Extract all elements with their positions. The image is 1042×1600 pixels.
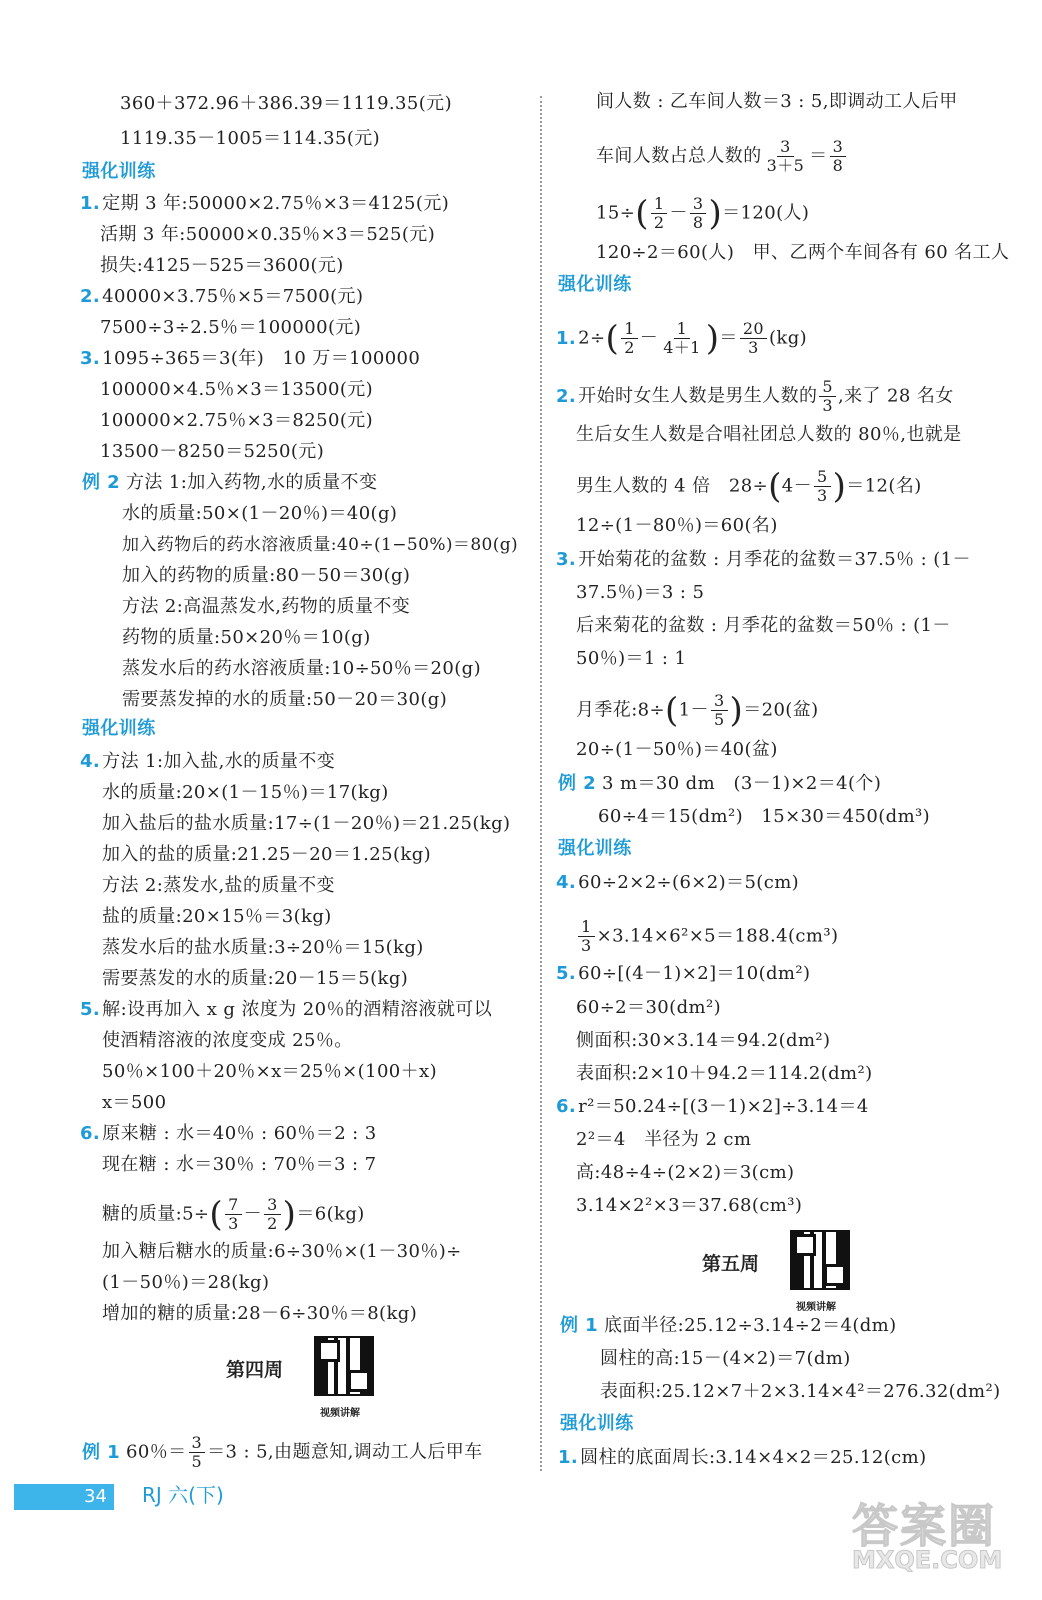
answer-line: (1－50％)＝28(kg)	[102, 1272, 270, 1293]
answer-text: (kg)	[769, 327, 808, 349]
section-heading: 强化训练	[558, 274, 632, 295]
example-2	[558, 772, 881, 796]
answer-line: 60÷4＝15(dm²) 15×30＝450(dm³)	[598, 806, 931, 827]
problem-number: 1.	[80, 193, 101, 214]
section-heading: 强化训练	[82, 718, 156, 739]
answer-line: 间人数 : 乙车间人数＝3 : 5,即调动工人后甲	[596, 91, 958, 112]
watermark	[852, 1490, 1022, 1580]
left-paren: (	[635, 193, 649, 234]
problem-5	[556, 962, 810, 986]
answer-line: 表面积:2×10＋94.2＝114.2(dm²)	[576, 1063, 873, 1084]
answer-line: 现在糖 : 水＝30％ : 70％＝3 : 7	[102, 1154, 377, 1175]
denominator: 4＋1	[663, 338, 701, 357]
problem-number: 5.	[556, 963, 577, 984]
operator: ＝	[809, 145, 828, 167]
problem-number: 5.	[80, 999, 101, 1020]
fraction	[711, 692, 728, 729]
operator: －	[243, 1203, 263, 1225]
answer-text: 男生人数的 4 倍 28÷	[576, 475, 769, 497]
answer-line: 13500－8250＝5250(元)	[100, 441, 325, 462]
problem-3	[556, 548, 971, 572]
qr-caption: 视频讲解	[320, 1408, 360, 1419]
denominator: 8	[832, 156, 844, 175]
fraction-line	[576, 468, 922, 505]
answer-text: 3 m＝30 dm (3－1)×2＝4(个)	[602, 773, 882, 794]
answer-line: 损失:4125－525＝3600(元)	[100, 255, 344, 276]
answer-text: ＝6(kg)	[296, 1203, 365, 1225]
week-heading: 第五周	[702, 1253, 760, 1275]
problem-3	[80, 347, 420, 371]
fraction	[690, 195, 707, 232]
calc-line: 360＋372.96＋386.39＝1119.35(元)	[120, 93, 453, 114]
numerator: 7	[225, 1196, 242, 1215]
answer-text: 底面半径:25.12÷3.14÷2＝4(dm)	[604, 1315, 897, 1336]
answer-text: ＝3 : 5,由题意知,调动工人后甲车	[207, 1441, 483, 1463]
answer-line: 需要蒸发掉的水的质量:50－20＝30(g)	[122, 689, 448, 710]
fraction	[225, 1196, 242, 1233]
answer-line: 水的质量:20×(1－15％)＝17(kg)	[102, 782, 389, 803]
watermark-logo: 答案圈	[852, 1499, 996, 1553]
denominator: 3	[817, 486, 828, 505]
problem-6	[80, 1122, 377, 1146]
answer-line: 盐的质量:20×15％＝3(kg)	[102, 906, 332, 927]
operator: －	[669, 202, 688, 224]
problem-1	[558, 1446, 927, 1470]
left-paren: (	[768, 466, 782, 507]
answer-line: 蒸发水后的盐水质量:3÷20％＝15(kg)	[102, 937, 424, 958]
answer-line: 药物的质量:50×20％＝10(g)	[122, 627, 371, 648]
answer-text: 车间人数占总人数的	[596, 145, 762, 167]
fraction-line	[596, 138, 848, 175]
example-label: 例 1	[82, 1441, 120, 1463]
watermark-url: MXQE.COM	[852, 1546, 1003, 1574]
denominator: 5	[191, 1452, 203, 1471]
numerator: 20	[740, 320, 767, 339]
problem-number: 3.	[556, 549, 577, 570]
fraction	[189, 1434, 206, 1471]
answer-line: 加入盐后的盐水质量:17÷(1－20％)＝21.25(kg)	[102, 813, 511, 834]
qr-code[interactable]	[790, 1230, 850, 1290]
answer-line: 120÷2＝60(人) 甲、乙两个车间各有 60 名工人	[596, 242, 1010, 263]
problem-number: 1.	[558, 1447, 579, 1468]
fraction-line	[576, 692, 819, 729]
right-paren: )	[729, 690, 744, 731]
answer-line: 增加的糖的质量:28－6÷30％＝8(kg)	[102, 1303, 418, 1324]
answer-text: r²＝50.24÷[(3－1)×2]÷3.14＝4	[578, 1096, 869, 1117]
fraction	[764, 138, 808, 175]
problem-number: 3.	[80, 348, 101, 369]
left-paren: (	[209, 1194, 224, 1235]
denominator: 3	[581, 936, 592, 955]
qr-caption: 视频讲解	[796, 1302, 836, 1313]
operator: ＝	[719, 327, 738, 349]
page-number: 34	[84, 1486, 107, 1507]
problem-4	[80, 750, 335, 774]
denominator: 3	[228, 1214, 239, 1233]
week-heading: 第四周	[226, 1359, 284, 1381]
answer-line: 方法 2:蒸发水,盐的质量不变	[102, 875, 335, 896]
example-label: 例 2	[558, 773, 596, 794]
denominator: 8	[692, 213, 704, 232]
answer-line: 100000×2.75％×3＝8250(元)	[100, 410, 374, 431]
denominator: 3	[748, 338, 759, 357]
denominator: 2	[624, 338, 635, 357]
answer-line: 60÷2＝30(dm²)	[576, 997, 721, 1018]
numerator: 3	[690, 195, 707, 214]
answer-line: 3.14×2²×3＝37.68(cm³)	[576, 1195, 803, 1216]
numerator: 3	[777, 138, 794, 157]
answer-text: 方法 1:加入药物,水的质量不变	[126, 472, 378, 493]
answer-line: 后来菊花的盆数 : 月季花的盆数＝50％ : (1－	[576, 615, 951, 636]
answer-line: 20÷(1－50％)＝40(盆)	[576, 739, 778, 760]
answer-text: 方法 1:加入盐,水的质量不变	[102, 751, 336, 772]
answer-text: 月季花:8÷	[576, 699, 665, 721]
answer-text: 1－	[678, 699, 709, 721]
problem-number: 2.	[556, 385, 577, 407]
problem-2	[556, 378, 954, 415]
answer-line: 高:48÷4÷(2×2)＝3(cm)	[576, 1162, 795, 1183]
answer-text: 定期 3 年:50000×2.75％×3＝4125(元)	[102, 193, 450, 214]
numerator: 5	[819, 378, 836, 397]
answer-line: 2²＝4 半径为 2 cm	[576, 1129, 752, 1150]
column-divider	[540, 96, 542, 1471]
answer-line: 活期 3 年:50000×0.35％×3＝525(元)	[100, 224, 436, 245]
answer-line: 加入药物后的药水溶液质量:40÷(1−50%)＝80(g)	[122, 535, 519, 555]
right-paren: )	[282, 1194, 297, 1235]
answer-line: 侧面积:30×3.14＝94.2(dm²)	[576, 1030, 831, 1051]
numerator: 1	[651, 195, 668, 214]
answer-line: 生后女生人数是合唱社团总人数的 80％,也就是	[576, 424, 962, 445]
problem-number: 2.	[80, 286, 101, 307]
answer-line: 100000×4.5％×3＝13500(元)	[100, 379, 374, 400]
answer-text: 1095÷365＝3(年) 10 万＝100000	[102, 348, 421, 369]
fraction-line	[102, 1196, 365, 1233]
right-paren: )	[708, 193, 723, 234]
answer-text: 60÷[(4－1)×2]＝10(dm²)	[578, 963, 811, 984]
fraction	[621, 320, 638, 357]
answer-line: 加入糖后糖水的质量:6÷30％×(1－30％)÷	[102, 1241, 462, 1262]
answer-text: 开始菊花的盆数 : 月季花的盆数＝37.5％ : (1－	[578, 549, 971, 570]
answer-text: ,来了 28 名女	[837, 385, 954, 407]
problem-1	[80, 192, 449, 216]
fraction	[264, 1196, 281, 1233]
answer-line: 50％×100＋20％×x＝25％×(100＋x)	[102, 1061, 438, 1082]
numerator: 3	[189, 1434, 206, 1453]
example-1	[82, 1434, 483, 1471]
edition-label: RJ 六(下)	[142, 1483, 224, 1507]
fraction	[830, 138, 847, 175]
fraction-line	[596, 195, 809, 232]
answer-text: 40000×3.75％×5＝7500(元)	[102, 286, 364, 307]
answer-text: 糖的质量:5÷	[102, 1203, 210, 1225]
answer-line: 7500÷3÷2.5％＝100000(元)	[100, 317, 362, 338]
answer-line: 圆柱的高:15－(4×2)＝7(dm)	[600, 1348, 851, 1369]
answer-text: 圆柱的底面周长:3.14×4×2＝25.12(cm)	[580, 1447, 927, 1468]
fraction-line	[576, 918, 838, 955]
problem-number: 4.	[80, 751, 101, 772]
denominator: 2	[267, 1214, 278, 1233]
answer-text: 15÷	[596, 202, 636, 224]
answer-text: 60÷2×2÷(6×2)＝5(cm)	[578, 872, 800, 893]
right-paren: )	[832, 466, 847, 507]
answer-line: 方法 2:高温蒸发水,药物的质量不变	[122, 596, 411, 617]
left-paren: (	[665, 690, 679, 731]
example-2	[82, 471, 377, 495]
fraction	[651, 195, 668, 232]
answer-line: 37.5％)＝3 : 5	[576, 582, 705, 603]
section-heading: 强化训练	[558, 838, 632, 859]
problem-number: 6.	[556, 1096, 577, 1117]
operator: －	[639, 327, 659, 349]
problem-number: 4.	[556, 872, 577, 893]
fraction	[660, 320, 704, 357]
problem-2	[80, 285, 363, 309]
numerator: 1	[578, 918, 595, 937]
problem-6	[556, 1095, 869, 1119]
fraction	[578, 918, 595, 955]
answer-text: 解:设再加入 x g 浓度为 20％的酒精溶液就可以	[102, 999, 493, 1020]
numerator: 1	[674, 320, 691, 339]
answer-line: 12÷(1－80％)＝60(名)	[576, 515, 778, 536]
answer-line: 50％)＝1 : 1	[576, 648, 687, 669]
answer-text: ×3.14×6²×5＝188.4(cm³)	[596, 925, 839, 947]
numerator: 3	[264, 1196, 281, 1215]
fraction	[819, 378, 836, 415]
answer-line: 表面积:25.12×7＋2×3.14×4²＝276.32(dm²)	[600, 1381, 1001, 1402]
example-1	[560, 1314, 897, 1338]
answer-text: ＝20(盆)	[743, 699, 819, 721]
answer-line: 加入的药物的质量:80－50＝30(g)	[122, 565, 411, 586]
answer-line: 需要蒸发的水的质量:20－15＝5(kg)	[102, 968, 409, 989]
section-heading: 强化训练	[82, 161, 156, 182]
answer-line: x＝500	[102, 1092, 167, 1113]
section-heading: 强化训练	[560, 1413, 634, 1434]
denominator: 5	[713, 710, 725, 729]
answer-text: 2÷	[578, 327, 606, 349]
qr-code[interactable]	[314, 1336, 374, 1396]
right-paren: )	[705, 318, 720, 359]
numerator: 3	[711, 692, 728, 711]
problem-number: 1.	[556, 327, 577, 349]
numerator: 3	[830, 138, 847, 157]
left-paren: (	[605, 318, 620, 359]
answer-line: 水的质量:50×(1－20％)＝40(g)	[122, 503, 398, 524]
example-label: 例 2	[82, 472, 120, 493]
answer-line: 蒸发水后的药水溶液质量:10÷50％＝20(g)	[122, 658, 482, 679]
answer-text: 4－	[781, 475, 813, 497]
answer-text: 60％＝	[126, 1441, 187, 1463]
example-label: 例 1	[560, 1315, 598, 1336]
answer-line: 使酒精溶液的浓度变成 25％。	[102, 1030, 353, 1051]
problem-number: 6.	[80, 1123, 101, 1144]
answer-text: ＝120(人)	[722, 202, 810, 224]
answer-text: ＝12(名)	[846, 475, 922, 497]
numerator: 5	[814, 468, 831, 487]
problem-5	[80, 998, 492, 1022]
denominator: 2	[653, 213, 665, 232]
fraction	[814, 468, 831, 505]
answer-text: 原来糖 : 水＝40％ : 60％＝2 : 3	[102, 1123, 377, 1144]
denominator: 3	[822, 396, 833, 415]
problem-1	[556, 320, 807, 357]
fraction	[740, 320, 767, 357]
numerator: 1	[621, 320, 638, 339]
problem-4	[556, 871, 799, 895]
calc-line: 1119.35－1005＝114.35(元)	[120, 128, 381, 149]
answer-line: 加入的盐的质量:21.25－20＝1.25(kg)	[102, 844, 432, 865]
denominator: 3＋5	[766, 156, 805, 175]
answer-text: 开始时女生人数是男生人数的	[578, 385, 818, 407]
